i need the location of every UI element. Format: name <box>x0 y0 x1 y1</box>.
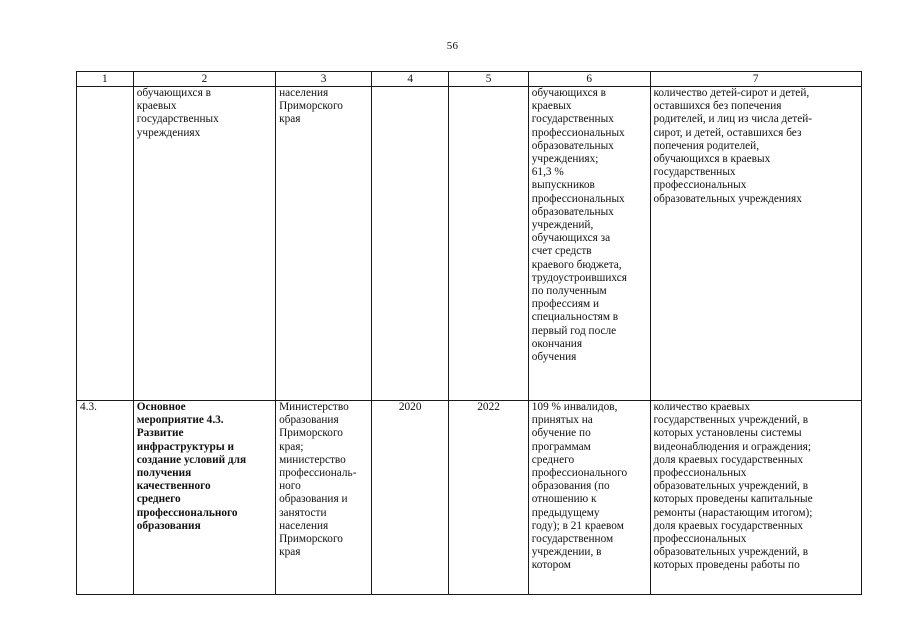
column-header: 7 <box>650 72 862 87</box>
cell-executor: Министерство образования Приморского края; министерство профессиональ- ного образования и занятости населения Приморского края <box>276 401 372 595</box>
cell-executor: населения Приморского края <box>276 87 372 401</box>
cell-activity-name: обучающихся в краевых государственных учреждениях <box>133 87 275 401</box>
table-row <box>77 401 862 595</box>
cell-end-year: 2022 <box>449 401 528 595</box>
table-row <box>77 87 862 401</box>
cell-number <box>77 87 134 401</box>
column-header: 5 <box>449 72 528 87</box>
column-header: 1 <box>77 72 134 87</box>
cell-end-year <box>449 87 528 401</box>
page-number: 56 <box>446 40 459 52</box>
column-header: 6 <box>528 72 650 87</box>
cell-number: 4.3. <box>77 401 134 595</box>
cell-expected-result: 109 % инвалидов, принятых на обучение по программам среднего профессионального образования (по отношению к предыдущему году); в 21 краевом государственном учреждении, в котором <box>528 401 650 595</box>
cell-indicator: количество детей-сирот и детей, оставшихся без попечения родителей, и лиц из числа детей- сирот, и детей, оставшихся без попечения родителей, обучающихся в краевых государственных профессиональных образовательных учреждениях <box>650 87 862 401</box>
cell-indicator: количество краевых государственных учреждений, в которых установлены системы видеонаблюдения и ограждения; доля краевых государственных профессиональных образовательных учреждений, в которых проведены капитальные ремонты (нарастающим итогом); доля краевых государственных профессиональных образовательных учреждений, в которых проведены работы по <box>650 401 862 595</box>
cell-start-year: 2020 <box>372 401 449 595</box>
cell-activity-name: Основное мероприятие 4.3. Развитие инфраструктуры и создание условий для получения качественного среднего профессионального образования <box>133 401 275 595</box>
cell-expected-result: обучающихся в краевых государственных профессиональных образовательных учреждениях; 61,3 % выпускников профессиональных образовательных учреждений, обучающихся за счет средств краевого бюджета, трудоустроившихся по полученным профессиям и специальностям в первый год после окончания обучения <box>528 87 650 401</box>
cell-start-year <box>372 87 449 401</box>
column-header: 4 <box>372 72 449 87</box>
column-header: 2 <box>133 72 275 87</box>
column-header: 3 <box>276 72 372 87</box>
table-header-row <box>77 72 862 87</box>
program-table <box>76 71 862 595</box>
